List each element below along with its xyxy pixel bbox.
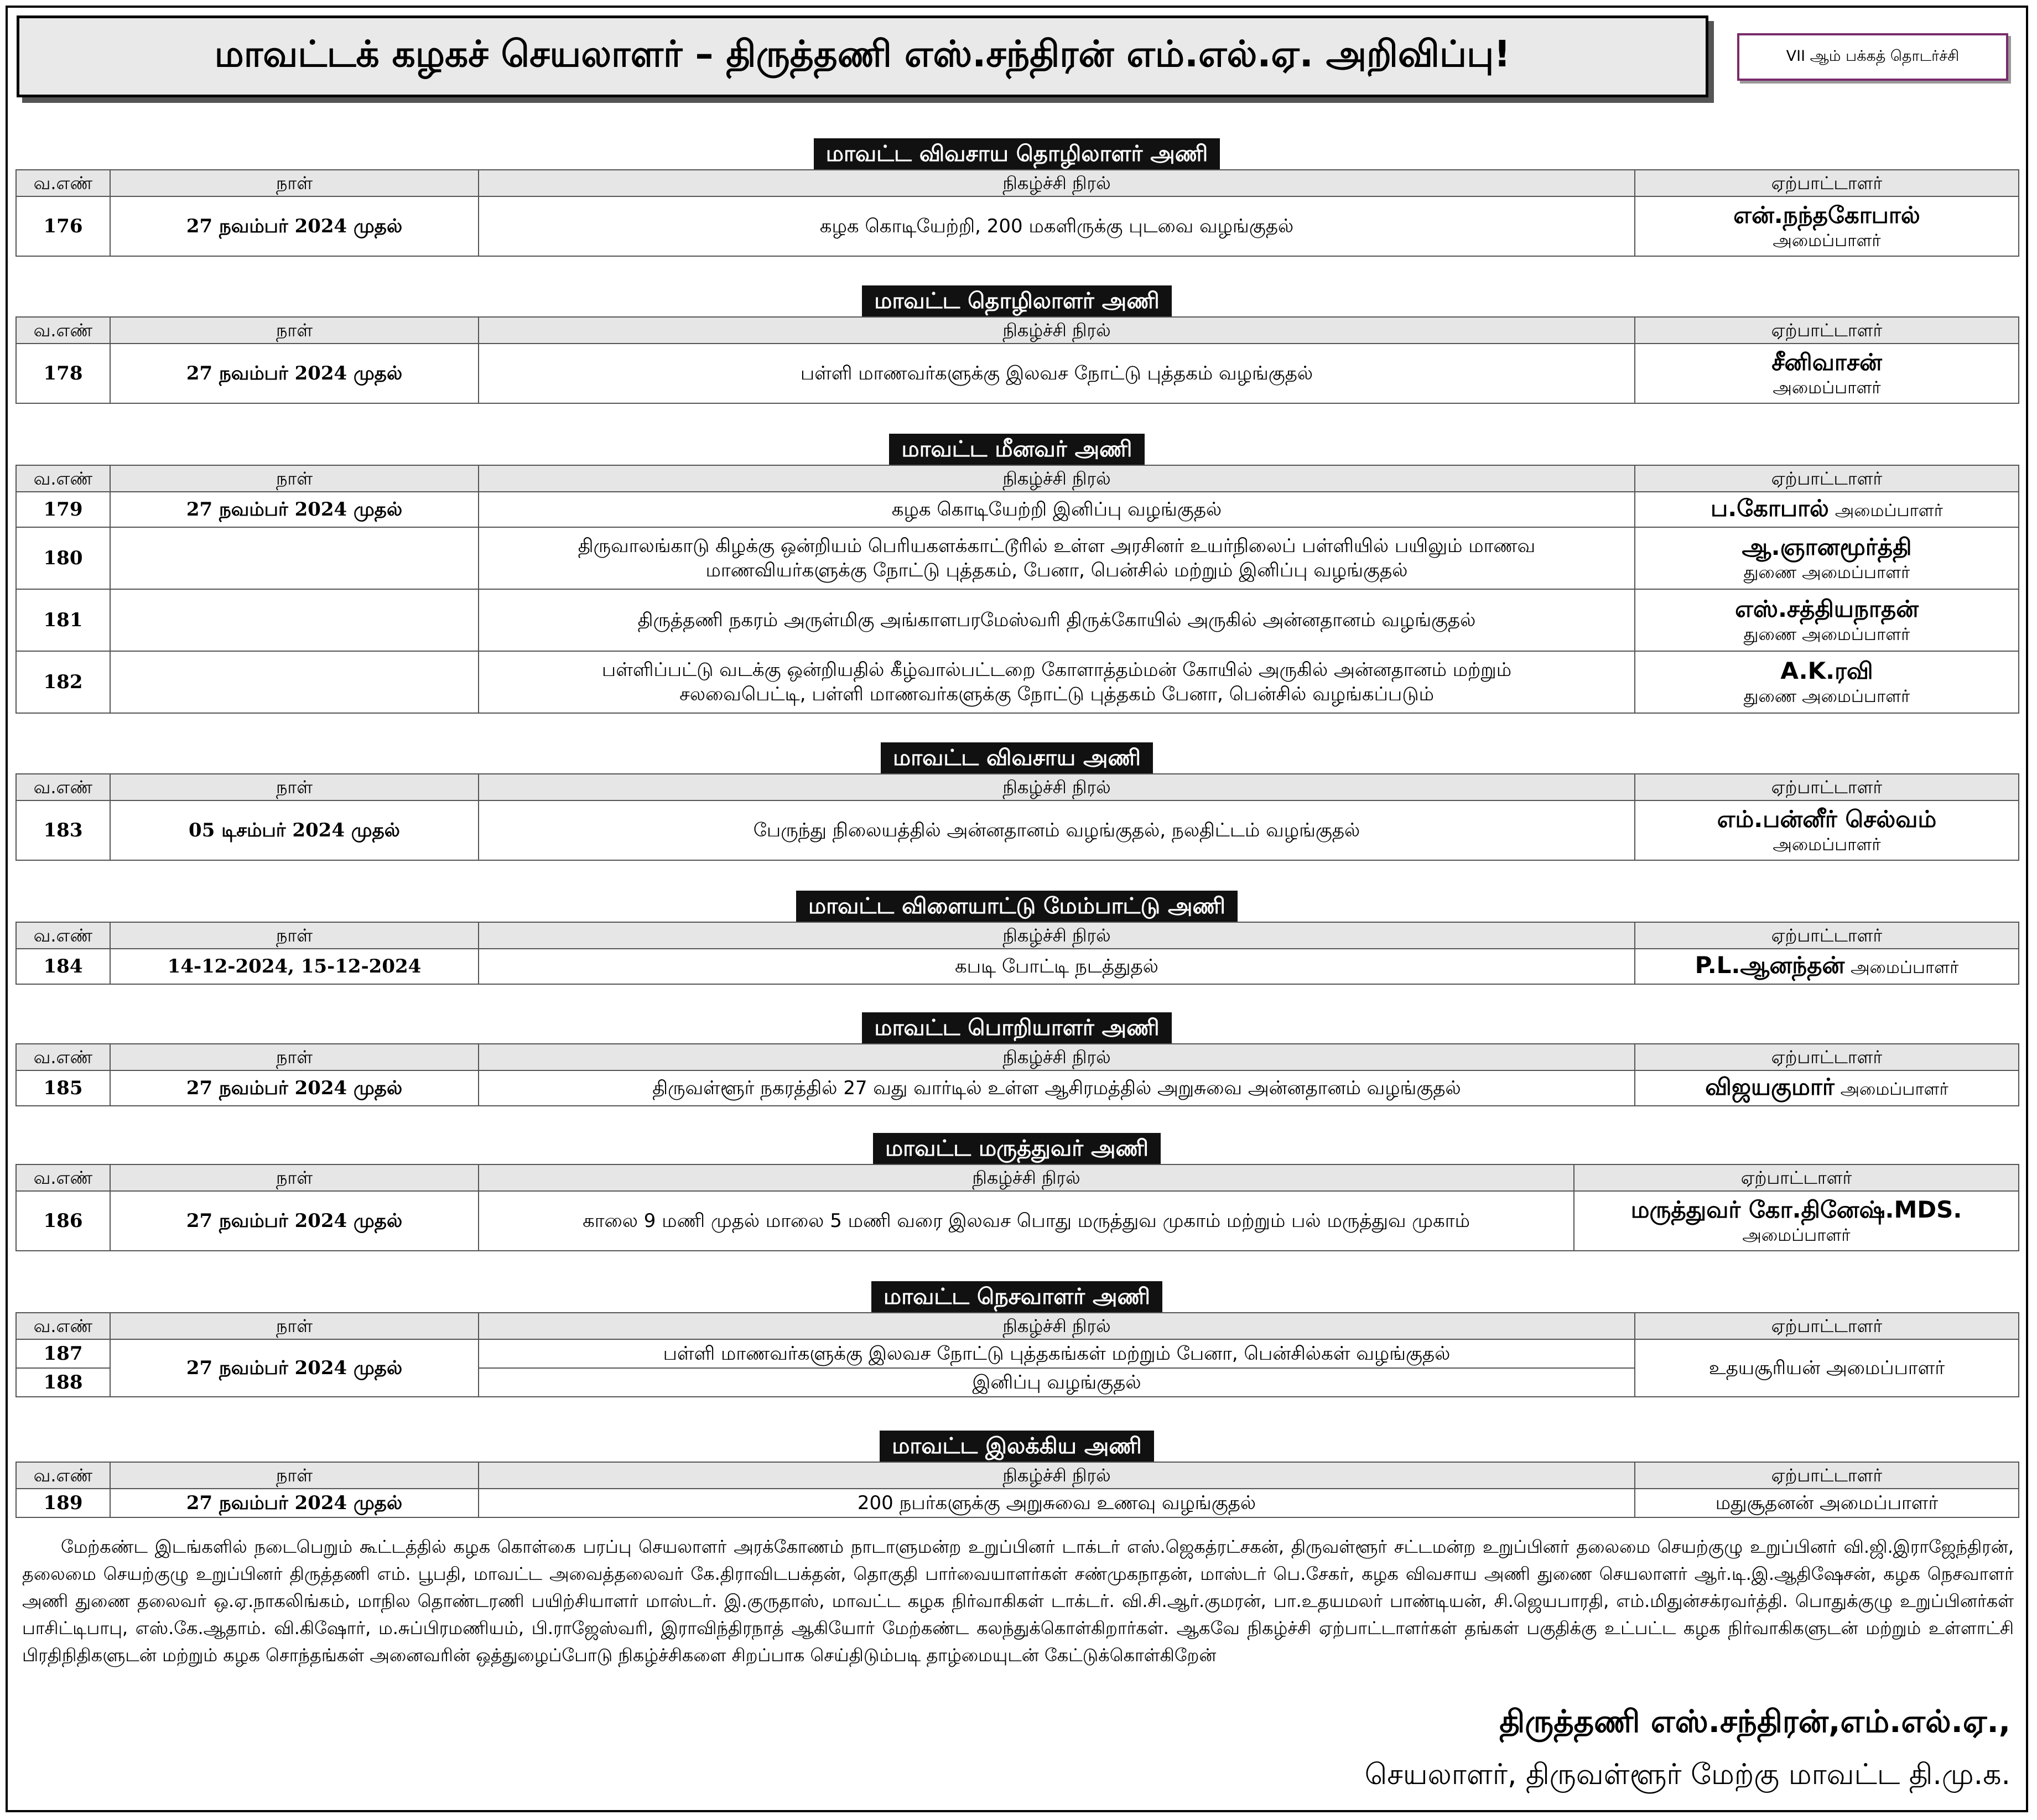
col-organizer: ஏற்பாட்டாளர் xyxy=(1635,1462,2019,1489)
program-cell: திருத்தணி நகரம் அருள்மிகு அங்காளபரமேஸ்வரி திருக்கோயில் அருகில் அன்னதானம் வழங்குதல் xyxy=(479,589,1635,651)
col-date: நாள் xyxy=(110,1164,479,1191)
table-row xyxy=(16,527,2019,589)
organizer-cell xyxy=(1635,1339,2019,1397)
serial-cell: 181 xyxy=(16,589,110,651)
date-cell: 27 நவம்பர் 2024 முதல் xyxy=(110,344,479,403)
organizer-cell xyxy=(1635,196,2019,256)
table-row xyxy=(16,196,2019,256)
organizer-cell xyxy=(1635,589,2019,651)
serial-cell: 179 xyxy=(16,492,110,527)
organizer-cell xyxy=(1635,1489,2019,1517)
table-row xyxy=(16,949,2019,984)
col-serial: வ.எண் xyxy=(16,1313,110,1339)
organizer-cell xyxy=(1635,651,2019,713)
col-serial: வ.எண் xyxy=(16,317,110,344)
table-header xyxy=(16,1164,2019,1191)
col-organizer: ஏற்பாட்டாளர் xyxy=(1635,317,2019,344)
organizer-name: A.K.ரவி xyxy=(1780,657,1873,684)
section-fishermen xyxy=(15,434,2018,714)
signature-role: செயலாளர், திருவள்ளூர் மேற்கு மாவட்ட தி.மு.க. xyxy=(1364,1758,2010,1791)
organizer-role: அமைப்பாளர் xyxy=(1851,958,1959,977)
col-organizer: ஏற்பாட்டாளர் xyxy=(1635,922,2019,949)
date-cell: 27 நவம்பர் 2024 முதல் xyxy=(110,1339,479,1397)
col-program: நிகழ்ச்சி நிரல் xyxy=(479,1462,1635,1489)
section-literary xyxy=(15,1431,2018,1518)
date-cell: 27 நவம்பர் 2024 முதல் xyxy=(110,1489,479,1517)
table-row xyxy=(16,1070,2019,1106)
serial-cell: 189 xyxy=(16,1489,110,1517)
col-organizer: ஏற்பாட்டாளர் xyxy=(1635,774,2019,800)
organizer-role: அமைப்பாளர் xyxy=(1742,1225,1851,1245)
section-doctors xyxy=(15,1133,2018,1251)
program-cell: காலை 9 மணி முதல் மாலை 5 மணி வரை இலவச பொது மருத்துவ முகாம் மற்றும் பல் மருத்துவ முகாம் xyxy=(479,1191,1574,1251)
organizer-name: எம்.பன்னீர் செல்வம் xyxy=(1717,805,1937,833)
organizer-name: சீனிவாசன் xyxy=(1771,349,1882,376)
organizer-role: அமைப்பாளர் xyxy=(1773,378,1881,398)
program-line: மாணவியர்களுக்கு நோட்டு புத்தகம், பேனா, பென்சில் மற்றும் இனிப்பு வழங்குதல் xyxy=(705,559,1408,581)
serial-cell: 176 xyxy=(16,196,110,256)
col-date: நாள் xyxy=(110,465,479,492)
organizer-cell xyxy=(1635,1070,2019,1106)
serial-cell: 178 xyxy=(16,344,110,403)
program-cell: கபடி போட்டி நடத்துதல் xyxy=(479,949,1635,984)
program-line: சலவைபெட்டி, பள்ளி மாணவர்களுக்கு நோட்டு புத்தகம் பேனா, பென்சில் வழங்கப்படும் xyxy=(679,683,1434,705)
section-agri-labour xyxy=(15,138,2018,257)
col-organizer: ஏற்பாட்டாளர் xyxy=(1635,1313,2019,1339)
col-date: நாள் xyxy=(110,1462,479,1489)
organizer-name: ப.கோபால் xyxy=(1711,495,1829,522)
organizer-cell xyxy=(1635,949,2019,984)
serial-cell: 186 xyxy=(16,1191,110,1251)
col-organizer: ஏற்பாட்டாளர் xyxy=(1635,465,2019,492)
serial-cell: 183 xyxy=(16,800,110,860)
table-header xyxy=(16,1313,2019,1339)
table-header xyxy=(16,774,2019,800)
section-title: மாவட்ட தொழிலாளர் அணி xyxy=(862,285,1171,316)
date-cell xyxy=(110,527,479,589)
col-date: நாள் xyxy=(110,170,479,196)
organizer-name: P.L.ஆனந்தன் xyxy=(1695,951,1845,979)
col-serial: வ.எண் xyxy=(16,1044,110,1070)
table-header xyxy=(16,1462,2019,1489)
program-cell: கழக கொடியேற்றி இனிப்பு வழங்குதல் xyxy=(479,492,1635,527)
program-cell: 200 நபர்களுக்கு அறுசுவை உணவு வழங்குதல் xyxy=(479,1489,1635,1517)
organizer-inline xyxy=(1705,1073,1948,1100)
program-table xyxy=(15,1462,2019,1518)
program-cell: கழக கொடியேற்றி, 200 மகளிருக்கு புடவை வழங்குதல் xyxy=(479,196,1635,256)
table-header xyxy=(16,317,2019,344)
col-program: நிகழ்ச்சி நிரல் xyxy=(479,922,1635,949)
col-date: நாள் xyxy=(110,1044,479,1070)
date-cell: 27 நவம்பர் 2024 முதல் xyxy=(110,1191,479,1251)
col-program: நிகழ்ச்சி நிரல் xyxy=(479,317,1635,344)
program-table xyxy=(15,1312,2019,1397)
table-row xyxy=(16,492,2019,527)
organizer-role: அமைப்பாளர் xyxy=(1835,501,1943,521)
col-serial: வ.எண் xyxy=(16,465,110,492)
col-program: நிகழ்ச்சி நிரல் xyxy=(479,170,1635,196)
program-table xyxy=(15,773,2019,861)
program-table xyxy=(15,169,2019,257)
program-table xyxy=(15,922,2019,985)
serial-cell: 182 xyxy=(16,651,110,713)
organizer-role: அமைப்பாளர் xyxy=(1840,1079,1948,1099)
program-line: பள்ளிப்பட்டு வடக்கு ஒன்றியதில் கீழ்வால்பட்டறை கோளாத்தம்மன் கோயில் அருகில் அன்னதானம் மற்றும் xyxy=(601,659,1512,681)
organizer-role: துணை அமைப்பாளர் xyxy=(1743,625,1910,644)
col-date: நாள் xyxy=(110,922,479,949)
organizer-inline xyxy=(1711,495,1943,522)
organizer-name: விஜயகுமார் xyxy=(1705,1073,1835,1100)
section-engineers xyxy=(15,1012,2018,1106)
table-header xyxy=(16,922,2019,949)
program-cell: பேருந்து நிலையத்தில் அன்னதானம் வழங்குதல், நலதிட்டம் வழங்குதல் xyxy=(479,800,1635,860)
continued-from-note: VII ஆம் பக்கத் தொடர்ச்சி xyxy=(1737,33,2008,81)
page-title: மாவட்டக் கழகச் செயலாளர் – திருத்தணி எஸ்.சந்திரன் எம்.எல்.ஏ. அறிவிப்பு! xyxy=(17,15,1708,97)
date-cell: 27 நவம்பர் 2024 முதல் xyxy=(110,492,479,527)
col-program: நிகழ்ச்சி நிரல் xyxy=(479,1164,1574,1191)
col-serial: வ.எண் xyxy=(16,170,110,196)
col-organizer: ஏற்பாட்டாளர் xyxy=(1574,1164,2019,1191)
col-program: நிகழ்ச்சி நிரல் xyxy=(479,465,1635,492)
section-title: மாவட்ட பொறியாளர் அணி xyxy=(862,1012,1171,1043)
date-cell xyxy=(110,651,479,713)
closing-paragraph: மேற்கண்ட இடங்களில் நடைபெறும் கூட்டத்தில் கழக கொள்கை பரப்பு செயலாளர் அரக்கோணம் நாடாளுமன்ற உறுப்பினர் டாக்டர் எஸ்.ஜெகத்ரட்சகன், திருவள்ளூர் சட்டமன்ற உறுப்பினர் தலைமை செயற்குழு உறுப்பினர் வி.ஜி.இராஜேந்திரன், தலைமை செயற்குழு உறுப்பினர் திருத்தணி எம். பூபதி, மாவட்ட அவைத்தலைவர் கே.திராவிடபக்தன், தொகுதி பார்வையாளர்கள் சண்முகநாதன், மாஸ்டர் பெ.சேகர், கழக விவசாய அணி துணை செயலாளர் ஆர்.டி.இ.ஆதிஷேசன், கழக நெசவாளர் அணி துணை தலைவர் ஒ.ஏ.நாகலிங்கம், மாநில தொண்டரணி பயிற்சியாளர் மாஸ்டர். இ.குருதாஸ், மாவட்ட கழக நிர்வாகிகள் டாக்டர். வி.சி.ஆர்.குமரன், பா.உதயமலர் பாண்டியன், சி.ஜெயபாரதி, எம்.மிதுன்சக்ரவர்த்தி. பொதுக்குழு உறுப்பினர்கள் பாசிட்டிபாபு, எஸ்.கே.ஆதாம். வி.கிஷோர், ம.சுப்பிரமணியம், பி.ராஜேஸ்வரி, இராவிந்திரநாத் ஆகியோர் மேற்கண்ட கலந்துக்கொள்கிறார்கள். ஆகவே நிகழ்ச்சி ஏற்பாட்டாளர்கள் தங்கள் பகுதிக்கு உட்பட்ட கழக நிர்வாகிகளுடன் மற்றும் உள்ளாட்சி பிரதிநிதிகளுடன் மற்றும் கழக சொந்தங்கள் அனைவரின் ஒத்துழைப்போடு நிகழ்ச்சிகளை சிறப்பாக செய்திடும்படி தாழ்மையுடன் கேட்டுக்கொள்கிறேன் xyxy=(22,1536,2014,1666)
organizer-cell xyxy=(1635,800,2019,860)
organizer-name: உதயசூரியன் அமைப்பாளர் xyxy=(1708,1357,1945,1379)
date-cell: 14-12-2024, 15-12-2024 xyxy=(110,949,479,984)
organizer-name: மதுசூதனன் அமைப்பாளர் xyxy=(1715,1492,1939,1514)
section-title: மாவட்ட மீனவர் அணி xyxy=(889,434,1144,465)
table-row xyxy=(16,1489,2019,1517)
table-row xyxy=(16,1191,2019,1251)
section-labour xyxy=(15,285,2018,404)
organizer-role: துணை அமைப்பாளர் xyxy=(1743,687,1910,706)
col-date: நாள் xyxy=(110,774,479,800)
section-title: மாவட்ட நெசவாளர் அணி xyxy=(871,1281,1162,1312)
section-title: மாவட்ட மருத்துவர் அணி xyxy=(873,1133,1161,1164)
organizer-cell xyxy=(1635,344,2019,403)
program-table xyxy=(15,465,2019,714)
section-title: மாவட்ட இலக்கிய அணி xyxy=(880,1431,1154,1462)
program-table xyxy=(15,316,2019,404)
col-serial: வ.எண் xyxy=(16,1462,110,1489)
organizer-name: ஆ.ஞானமூர்த்தி xyxy=(1742,533,1912,560)
program-cell: பள்ளி மாணவர்களுக்கு இலவச நோட்டு புத்தகம் வழங்குதல் xyxy=(479,344,1635,403)
program-cell xyxy=(479,651,1635,713)
section-agriculture xyxy=(15,742,2018,861)
organizer-cell xyxy=(1574,1191,2019,1251)
col-program: நிகழ்ச்சி நிரல் xyxy=(479,1044,1635,1070)
date-cell xyxy=(110,589,479,651)
col-program: நிகழ்ச்சி நிரல் xyxy=(479,774,1635,800)
program-cell: இனிப்பு வழங்குதல் xyxy=(479,1368,1635,1397)
serial-cell: 188 xyxy=(16,1368,110,1397)
serial-cell: 184 xyxy=(16,949,110,984)
table-row xyxy=(16,1339,2019,1368)
program-table xyxy=(15,1043,2019,1106)
table-header xyxy=(16,1044,2019,1070)
program-line: திருவாலங்காடு கிழக்கு ஒன்றியம் பெரியகளக்காட்டூரில் உள்ள அரசினர் உயர்நிலைப் பள்ளியில் பயிலும் மாணவ xyxy=(578,535,1536,557)
organizer-role: அமைப்பாளர் xyxy=(1773,835,1881,855)
program-cell xyxy=(479,527,1635,589)
date-cell: 27 நவம்பர் 2024 முதல் xyxy=(110,1070,479,1106)
col-date: நாள் xyxy=(110,1313,479,1339)
organizer-inline xyxy=(1695,951,1959,979)
date-cell: 05 டிசம்பர் 2024 முதல் xyxy=(110,800,479,860)
col-date: நாள் xyxy=(110,317,479,344)
table-row xyxy=(16,589,2019,651)
table-header xyxy=(16,170,2019,196)
organizer-name: எஸ்.சத்தியநாதன் xyxy=(1735,595,1919,622)
section-weavers xyxy=(15,1281,2018,1397)
section-title: மாவட்ட விளையாட்டு மேம்பாட்டு அணி xyxy=(796,891,1238,922)
section-title: மாவட்ட விவசாய தொழிலாளர் அணி xyxy=(814,138,1220,169)
serial-cell: 185 xyxy=(16,1070,110,1106)
serial-cell: 187 xyxy=(16,1339,110,1368)
table-row xyxy=(16,800,2019,860)
organizer-name: மருத்துவர் கோ.தினேஷ்.MDS. xyxy=(1630,1196,1962,1223)
col-organizer: ஏற்பாட்டாளர் xyxy=(1635,170,2019,196)
section-title: மாவட்ட விவசாய அணி xyxy=(881,742,1153,773)
organizer-role: அமைப்பாளர் xyxy=(1773,231,1881,251)
organizer-cell xyxy=(1635,527,2019,589)
col-serial: வ.எண் xyxy=(16,1164,110,1191)
table-row xyxy=(16,344,2019,403)
signature-name: திருத்தணி எஸ்.சந்திரன்,எம்.எல்.ஏ., xyxy=(1499,1704,2010,1740)
col-serial: வ.எண் xyxy=(16,922,110,949)
organizer-cell xyxy=(1635,492,2019,527)
organizer-role: துணை அமைப்பாளர் xyxy=(1743,563,1910,583)
program-cell: பள்ளி மாணவர்களுக்கு இலவச நோட்டு புத்தகங்கள் மற்றும் பேனா, பென்சில்கள் வழங்குதல் xyxy=(479,1339,1635,1368)
program-table xyxy=(15,1164,2019,1251)
col-organizer: ஏற்பாட்டாளர் xyxy=(1635,1044,2019,1070)
table-header xyxy=(16,465,2019,492)
program-cell: திருவள்ளூர் நகரத்தில் 27 வது வார்டில் உள்ள ஆசிரமத்தில் அறுசுவை அன்னதானம் வழங்குதல் xyxy=(479,1070,1635,1106)
section-sports xyxy=(15,891,2018,985)
col-serial: வ.எண் xyxy=(16,774,110,800)
date-cell: 27 நவம்பர் 2024 முதல் xyxy=(110,196,479,256)
serial-cell: 180 xyxy=(16,527,110,589)
col-program: நிகழ்ச்சி நிரல் xyxy=(479,1313,1635,1339)
table-row xyxy=(16,651,2019,713)
organizer-name: என்.நந்தகோபால் xyxy=(1733,201,1920,228)
